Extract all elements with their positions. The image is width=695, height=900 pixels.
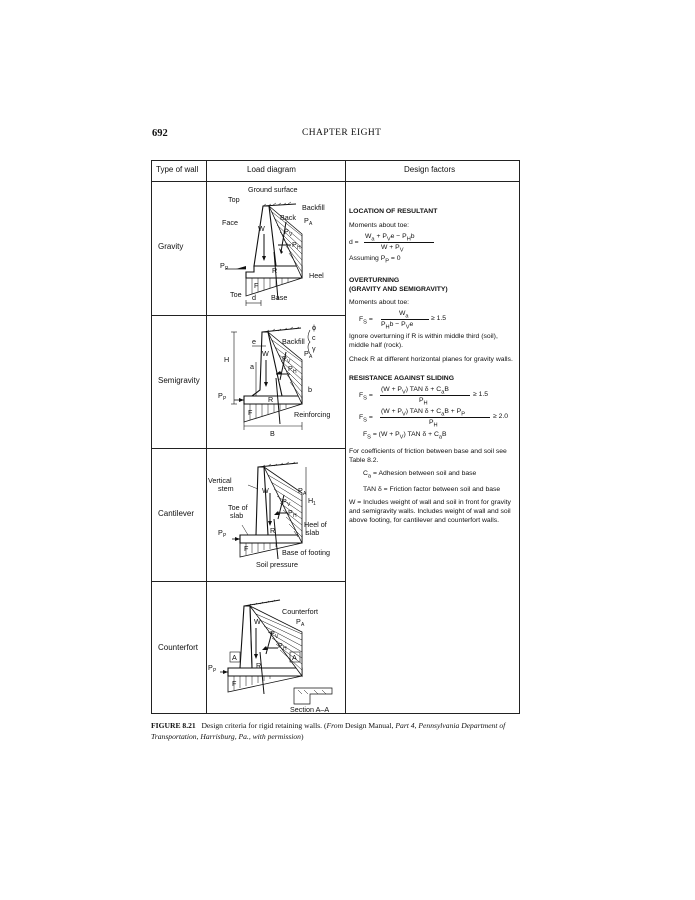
eq-fs2-num-sub2: a xyxy=(441,389,445,396)
w-note: W = Includes weight of wall and soil in front for gravity and semigravity walls. Includes weight of wall and soil above footing, for cantilever and counterfort walls. xyxy=(349,499,511,525)
eq-fs3-lhs xyxy=(359,413,373,425)
label-section-a-a: Section A–A xyxy=(290,705,330,714)
semigravity-load-diagram xyxy=(206,316,344,448)
ca-def-c: C xyxy=(363,469,368,477)
label-h1: H xyxy=(308,496,314,505)
label-ph: P xyxy=(292,240,297,249)
eq-d-num-rest: + P xyxy=(374,233,387,240)
eq-fs2-rhs: ≥ 1.5 xyxy=(473,391,489,399)
eq-fs1-den-sub2: V xyxy=(405,324,410,331)
label-vertical-stem-2: stem xyxy=(218,484,234,493)
eq-fs4-f: F xyxy=(363,431,368,439)
eq-fs1-den-sub: H xyxy=(385,324,390,331)
eq-fs3-num-sub: V xyxy=(401,411,406,418)
eq-fs4-rest: = (W + P xyxy=(370,431,400,439)
eq-d-num-sub2: V xyxy=(386,236,391,243)
caption-close: ) xyxy=(300,732,304,741)
wall-type-cantilever: Cantilever xyxy=(158,509,195,518)
label-counterfort: Counterfort xyxy=(282,607,318,616)
wall-type-semigravity: Semigravity xyxy=(158,376,200,385)
label-ph: P xyxy=(288,364,293,373)
sliding-heading: RESISTANCE AGAINST SLIDING xyxy=(349,375,454,383)
caption-text: Design criteria for rigid retaining walls. ( xyxy=(201,721,327,730)
label-backfill: Backfill xyxy=(302,203,325,212)
eq-fs3-f-sub: S xyxy=(363,417,367,424)
label-b-width: B xyxy=(270,429,275,438)
tan-definition: TAN δ = Friction factor between soil and base xyxy=(363,486,501,494)
eq-fs2-lhs xyxy=(359,391,373,403)
label-ph-sub: H xyxy=(293,513,297,519)
label-pv: P xyxy=(282,497,287,506)
wall-type-counterfort: Counterfort xyxy=(158,643,199,652)
eq-fs3-num-sub2: a xyxy=(441,411,445,418)
equation-fs-sliding-2 xyxy=(349,407,517,427)
eq-fs4-rest2: ) TAN δ + C xyxy=(403,431,439,439)
eq-d-num-rest3: b xyxy=(410,233,415,240)
label-vertical-stem-1: Vertical xyxy=(208,476,232,485)
figure-label: FIGURE 8.21 xyxy=(151,721,196,730)
label-e: e xyxy=(252,337,256,346)
eq-d-num-w: W xyxy=(365,233,372,240)
label-heel-1: Heel of xyxy=(304,520,327,529)
label-pv-sub: V xyxy=(289,232,293,238)
label-pv-sub: V xyxy=(287,502,291,508)
eq-fs2-den-sub: H xyxy=(423,400,428,407)
label-d: d xyxy=(252,293,256,302)
label-phi: ϕ xyxy=(312,323,317,332)
label-reinforcing: Reinforcing xyxy=(294,410,331,419)
eq-fs2-num: (W + P xyxy=(381,386,402,394)
label-a-right: A xyxy=(292,653,297,662)
eq-fs2-num-rest2: B xyxy=(444,386,449,394)
eq-fs1-f-sub: S xyxy=(363,319,367,326)
caption-italic-source: Part 4, Pennsylvania Department of Transportation, Harrisburg, Pa., with permission xyxy=(151,721,506,741)
overturning-heading-1: OVERTURNING xyxy=(349,277,400,285)
label-base-of-footing: Base of footing xyxy=(282,548,330,557)
eq-fs1-den-rest: b − P xyxy=(389,321,406,329)
label-base: Base xyxy=(271,293,288,302)
label-pp-sub: P xyxy=(223,396,227,402)
page-number: 692 xyxy=(152,128,168,139)
label-w: W xyxy=(258,224,265,233)
label-w: W xyxy=(254,617,261,626)
eq-fs3-rhs: ≥ 2.0 xyxy=(493,413,509,421)
eq-fs3-denominator xyxy=(429,418,438,430)
label-r: R xyxy=(256,661,262,670)
figure-caption xyxy=(151,720,521,742)
label-f: F xyxy=(248,408,253,417)
label-pa-sub: A xyxy=(301,622,305,628)
label-pa: P xyxy=(304,216,309,225)
label-r: R xyxy=(268,395,274,404)
label-toe: Toe xyxy=(230,290,242,299)
moments-about-toe: Moments about toe: xyxy=(349,222,410,229)
label-gamma: γ xyxy=(312,344,316,353)
ignore-note: Ignore overturning if R is within middle third (soil), middle half (rock). xyxy=(349,333,498,350)
label-pa: P xyxy=(298,486,303,495)
eq-fs3-f: F xyxy=(359,414,364,422)
label-f: F xyxy=(244,544,249,553)
label-ground-surface: Ground surface xyxy=(248,185,298,194)
eq-d-denominator xyxy=(381,243,403,255)
equation-d xyxy=(349,232,517,252)
eq-fs4-sub3: a xyxy=(438,434,443,441)
label-r: R xyxy=(270,526,276,535)
eq-fs3-den: P xyxy=(429,419,434,427)
check-note: Check R at different horizontal planes for gravity walls. xyxy=(349,356,513,364)
label-pp-sub: P xyxy=(223,533,227,539)
overturning-heading-2: (GRAVITY AND SEMIGRAVITY) xyxy=(349,286,448,294)
eq-fs2-f-sub: S xyxy=(363,395,367,402)
label-w: W xyxy=(262,349,269,358)
coefficients-note: For coefficients of friction between base and soil see Table 8.2. xyxy=(349,447,507,464)
equation-fs-overturning xyxy=(349,309,517,329)
eq-fs2-eq: = xyxy=(366,392,373,400)
label-pp: P xyxy=(218,391,223,400)
eq-fs1-den: P xyxy=(381,321,386,329)
eq-d-den-sub: V xyxy=(399,247,404,254)
label-a: a xyxy=(250,362,254,371)
column-header-design: Design factors xyxy=(404,165,456,174)
label-b: b xyxy=(308,385,312,394)
wall-type-gravity: Gravity xyxy=(158,242,184,251)
ca-definition xyxy=(349,469,517,481)
eq-d-num-rest2: e − P xyxy=(390,233,407,240)
eq-fs1-num: W xyxy=(399,310,406,318)
label-a-left: A xyxy=(232,653,237,662)
label-ph-sub: H xyxy=(297,245,301,251)
column-header-load: Load diagram xyxy=(247,165,296,174)
label-top: Top xyxy=(228,195,240,204)
assuming-sub: P xyxy=(385,258,390,265)
label-pp: P xyxy=(220,261,225,270)
eq-fs2-den: P xyxy=(419,397,424,405)
label-w: W xyxy=(262,486,269,495)
assuming-line xyxy=(349,254,517,266)
eq-fs4-sub2: V xyxy=(399,434,404,441)
eq-fs1-f: F xyxy=(359,316,364,324)
eq-fs1-num-sub: a xyxy=(405,313,409,320)
assuming-text: Assuming P xyxy=(349,255,386,262)
label-pa-sub: A xyxy=(303,491,307,497)
eq-fs3-num-rest2: B + P xyxy=(444,408,462,416)
location-heading: LOCATION OF RESULTANT xyxy=(349,208,438,215)
caption-source: Design Manual, xyxy=(343,721,396,730)
eq-fs3-den-sub: H xyxy=(433,422,438,429)
label-r: R xyxy=(272,266,278,275)
label-heel-2: slab xyxy=(306,528,320,537)
label-pp: P xyxy=(208,663,213,672)
label-pv: P xyxy=(270,629,275,638)
label-ph: P xyxy=(278,641,283,650)
label-backfill: Backfill xyxy=(282,337,305,346)
eq-fs1-den-rest2: e xyxy=(409,321,414,329)
ca-def-text: = Adhesion between soil and base xyxy=(371,469,477,477)
equation-fs-sliding-1 xyxy=(349,385,517,405)
chapter-title: CHAPTER EIGHT xyxy=(302,128,382,138)
eq-d-num-sub: a xyxy=(371,236,375,243)
eq-fs1-denominator xyxy=(381,320,413,332)
label-pp-sub: P xyxy=(213,668,217,674)
eq-fs4-rest3: B xyxy=(442,431,447,439)
counterfort-load-diagram xyxy=(206,582,344,714)
eq-fs2-num-sub: V xyxy=(401,389,406,396)
label-pv-sub: V xyxy=(275,634,279,640)
eq-fs3-num: (W + P xyxy=(381,408,402,416)
label-c: c xyxy=(312,333,316,342)
eq-d-den: W + P xyxy=(381,244,400,251)
eq-fs3-num-sub3: P xyxy=(461,411,465,418)
eq-fs3-eq: = xyxy=(366,414,373,422)
column-divider xyxy=(345,161,346,713)
equation-fs-sliding-3 xyxy=(349,430,517,442)
label-h: H xyxy=(224,355,230,364)
column-header-type: Type of wall xyxy=(156,165,199,174)
label-f: F xyxy=(254,281,259,290)
eq-fs2-f: F xyxy=(359,392,364,400)
gravity-load-diagram xyxy=(206,182,344,315)
label-pv: P xyxy=(282,354,287,363)
eq-d-lhs: d = xyxy=(349,239,359,246)
eq-fs1-eq: = xyxy=(366,316,373,324)
eq-d-num-sub3: H xyxy=(406,236,411,243)
label-pa-sub: A xyxy=(309,354,313,360)
label-pa: P xyxy=(304,349,309,358)
label-ph-sub: H xyxy=(293,369,297,375)
caption-from: From xyxy=(326,721,344,730)
eq-fs4-f-sub: S xyxy=(367,434,371,441)
label-pv: P xyxy=(284,227,289,236)
label-ph-sub: H xyxy=(283,646,287,652)
label-pp-sub: P xyxy=(225,266,229,272)
label-h1-sub: 1 xyxy=(313,501,316,507)
label-soil-pressure: Soil pressure xyxy=(256,560,298,569)
ca-def-sub: a xyxy=(367,473,372,480)
eq-fs1-rhs: ≥ 1.5 xyxy=(431,315,447,323)
label-pv-sub: V xyxy=(287,359,291,365)
eq-fs2-num-rest: ) TAN δ + C xyxy=(405,386,442,394)
label-toe-1: Toe of xyxy=(228,503,248,512)
eq-fs3-num-rest: ) TAN δ + C xyxy=(405,408,442,416)
eq-fs1-lhs xyxy=(359,315,373,327)
assuming-rest: = 0 xyxy=(389,255,401,262)
label-pa-sub: A xyxy=(309,221,313,227)
label-ph: P xyxy=(288,508,293,517)
label-pa: P xyxy=(296,617,301,626)
cantilever-load-diagram xyxy=(206,449,344,581)
label-pp: P xyxy=(218,528,223,537)
moments-about-toe-2: Moments about toe: xyxy=(349,299,410,307)
design-factors xyxy=(349,207,517,525)
label-toe-2: slab xyxy=(230,511,244,520)
label-heel: Heel xyxy=(309,271,324,280)
label-f: F xyxy=(232,679,237,688)
design-criteria-table xyxy=(151,160,520,714)
label-face: Face xyxy=(222,218,238,227)
label-back: Back xyxy=(280,213,296,222)
